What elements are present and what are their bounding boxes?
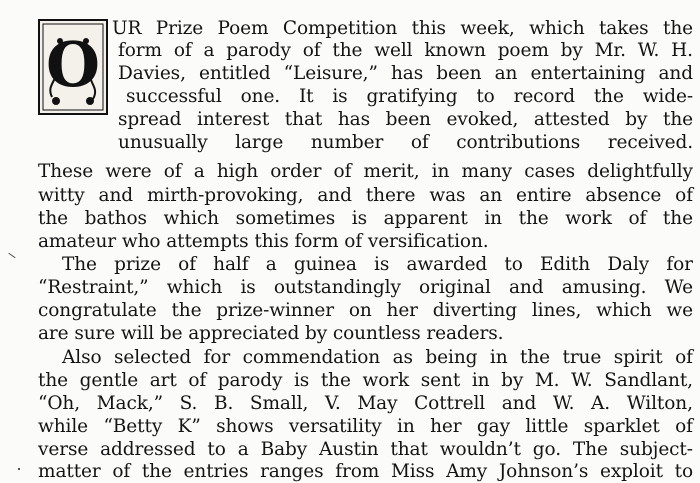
word: countless: [332, 323, 421, 344]
word: gay: [476, 416, 510, 437]
word: Poem: [217, 18, 269, 39]
word: parody: [226, 40, 291, 61]
word: the: [332, 40, 363, 61]
margin-mark: [8, 253, 15, 258]
word: by: [304, 323, 328, 344]
word: attempts: [166, 231, 249, 252]
word: is: [293, 370, 310, 391]
word: ranges: [260, 461, 324, 482]
word: Prize: [155, 18, 204, 39]
word: absence: [585, 185, 662, 206]
word: form: [118, 40, 162, 61]
word: Edith: [539, 254, 591, 275]
word: large: [235, 132, 284, 153]
word: that: [284, 109, 323, 130]
word: A.: [591, 393, 611, 414]
word: little: [525, 416, 569, 437]
word: gratifying: [366, 86, 458, 107]
word: wide-: [642, 86, 693, 107]
word: spread: [118, 109, 182, 130]
word: sparklet: [583, 416, 660, 437]
word: apparent: [383, 208, 468, 229]
word: is: [332, 86, 348, 107]
word: Mack,”: [96, 393, 163, 414]
word: Miss: [390, 461, 435, 482]
text-line: [38, 393, 693, 415]
word: Wilton,: [626, 393, 693, 414]
word: of: [344, 231, 363, 252]
word: Small,: [249, 393, 309, 414]
word: the: [171, 300, 202, 321]
word: of: [188, 370, 207, 391]
word: congratulate: [38, 300, 157, 321]
word: is: [351, 208, 367, 229]
word: as: [392, 347, 413, 368]
word: of: [302, 40, 321, 61]
word: high: [216, 161, 259, 182]
text-line: [126, 86, 693, 108]
word: the: [141, 461, 172, 482]
text-line: [38, 277, 693, 299]
word: unusually: [118, 132, 208, 153]
word: “Restraint,”: [38, 277, 149, 298]
word: exploit: [599, 461, 663, 482]
word: of: [173, 40, 192, 61]
word: we: [666, 300, 693, 321]
word: contributions: [456, 132, 581, 153]
word: Johnson’s: [498, 461, 589, 482]
word: witty: [38, 185, 85, 206]
word: It: [298, 86, 314, 107]
word: the: [38, 208, 68, 229]
word: and: [501, 393, 537, 414]
word: will: [120, 323, 155, 344]
word: entire: [516, 185, 572, 206]
word: was: [429, 185, 466, 206]
text-line: [118, 109, 693, 131]
word: Mr.: [594, 40, 626, 61]
word: Davies,: [118, 63, 186, 84]
word: to: [674, 461, 693, 482]
word: Cottrell: [414, 393, 486, 414]
word: for: [666, 254, 693, 275]
word: is: [240, 277, 256, 298]
word: her: [386, 300, 418, 321]
text-line: [38, 370, 693, 392]
word: spirit: [613, 347, 663, 368]
word: a: [203, 40, 215, 61]
word: one.: [240, 86, 281, 107]
word: has: [390, 63, 424, 84]
word: of: [675, 185, 693, 206]
word: appreciated: [188, 323, 300, 344]
word: of: [163, 161, 182, 182]
word: The: [572, 439, 608, 460]
word: entitled: [198, 63, 271, 84]
word: art: [149, 370, 177, 391]
word: We: [664, 277, 693, 298]
word: her: [430, 416, 462, 437]
text-line: [118, 40, 693, 62]
word: K”: [177, 416, 201, 437]
word: awarded: [406, 254, 488, 275]
word: of: [178, 254, 196, 275]
word: by: [560, 40, 583, 61]
word: be: [159, 323, 183, 344]
word: amusing.: [561, 277, 647, 298]
word: verse: [38, 439, 89, 460]
word: in: [489, 347, 508, 368]
word: guinea: [293, 254, 357, 275]
word: the: [662, 109, 693, 130]
word: in: [471, 370, 490, 391]
word: are: [38, 323, 69, 344]
word: delightfully: [587, 161, 693, 182]
word: record: [513, 86, 575, 107]
word: entries: [183, 461, 249, 482]
word: of: [675, 416, 693, 437]
text-line: [38, 461, 693, 483]
word: and: [317, 185, 352, 206]
word: subject-: [619, 439, 693, 460]
word: is: [374, 254, 390, 275]
text-line: [38, 300, 693, 322]
word: merit,: [363, 161, 420, 182]
word: outstandingly: [273, 277, 401, 298]
word: wouldn’t: [439, 439, 521, 460]
text-line: [38, 185, 693, 207]
word: this: [254, 231, 289, 252]
word: W.: [637, 40, 660, 61]
text-line: [118, 132, 693, 154]
word: takes: [598, 18, 649, 39]
word: an: [479, 185, 503, 206]
word: V.: [324, 393, 341, 414]
word: Sandlant,: [604, 370, 693, 391]
word: in: [484, 208, 502, 229]
word: bathos: [84, 208, 147, 229]
word: addressed: [100, 439, 196, 460]
text-line: [38, 161, 693, 183]
word: a: [193, 161, 205, 182]
word: the: [662, 18, 693, 39]
word: “Leisure,”: [283, 63, 378, 84]
word: sure: [74, 323, 116, 344]
word: this: [411, 18, 446, 39]
word: in: [397, 416, 415, 437]
word: been: [385, 109, 431, 130]
word: poem: [497, 40, 549, 61]
word: versatility: [288, 416, 382, 437]
ornamental-drop-cap: [38, 19, 108, 115]
word: versification.: [367, 231, 489, 252]
word: Daly: [607, 254, 650, 275]
text-line: [38, 323, 503, 345]
text-line: [62, 254, 693, 276]
word: who: [121, 231, 161, 252]
word: well: [374, 40, 413, 61]
text-line: [38, 231, 489, 253]
word: which: [166, 277, 223, 298]
word: work: [565, 208, 612, 229]
word: entertaining: [530, 63, 646, 84]
word: received.: [607, 132, 693, 153]
word: true: [562, 347, 602, 368]
word: order: [270, 161, 322, 182]
word: selected: [114, 347, 192, 368]
text-line: [112, 18, 693, 40]
word: has: [337, 109, 370, 130]
word: Also: [62, 347, 102, 368]
word: successful: [126, 86, 222, 107]
word: Baby: [260, 439, 308, 460]
word: lines,: [531, 300, 582, 321]
word: diverting: [432, 300, 517, 321]
word: These: [38, 161, 94, 182]
word: UR: [112, 18, 142, 39]
word: Austin: [319, 439, 379, 460]
word: the: [520, 347, 550, 368]
word: to: [476, 86, 495, 107]
word: work: [362, 370, 410, 391]
word: prize: [114, 254, 161, 275]
text-line: [38, 208, 693, 230]
word: in: [431, 161, 450, 182]
word: form: [294, 231, 339, 252]
word: the: [38, 370, 68, 391]
word: the: [518, 208, 549, 229]
dropcap-letter: O: [45, 28, 101, 101]
word: a: [237, 439, 249, 460]
word: S.: [179, 393, 198, 414]
margin-mark: [18, 468, 20, 470]
word: there: [365, 185, 416, 206]
word: and: [508, 277, 544, 298]
word: evoked,: [446, 109, 519, 130]
word: and: [658, 63, 693, 84]
text-line: [38, 416, 693, 438]
word: week,: [460, 18, 515, 39]
word: that: [390, 439, 428, 460]
text-line: [38, 439, 693, 461]
word: sent: [420, 370, 461, 391]
word: prize-winner: [216, 300, 334, 321]
word: mirth-provoking,: [146, 185, 304, 206]
word: the: [593, 86, 624, 107]
word: W.: [552, 393, 575, 414]
word: M.: [534, 370, 560, 391]
word: matter: [38, 461, 101, 482]
word: gentle: [79, 370, 139, 391]
word: to: [504, 254, 523, 275]
word: readers.: [426, 323, 504, 344]
word: “Betty: [103, 416, 163, 437]
word: by: [501, 370, 524, 391]
word: May: [357, 393, 398, 414]
word: of: [410, 132, 429, 153]
word: interest: [197, 109, 270, 130]
word: to: [207, 439, 226, 460]
word: B.: [213, 393, 234, 414]
word: the: [320, 370, 351, 391]
word: go.: [532, 439, 561, 460]
word: parody: [217, 370, 283, 391]
word: attested: [533, 109, 610, 130]
word: been: [436, 63, 482, 84]
word: which: [163, 208, 219, 229]
word: known: [424, 40, 486, 61]
text-line: [118, 63, 693, 85]
word: while: [38, 416, 89, 437]
word: being: [425, 347, 478, 368]
text-line: [62, 347, 693, 369]
word: were: [105, 161, 152, 182]
word: by: [625, 109, 648, 130]
word: W.: [571, 370, 593, 391]
word: on: [348, 300, 372, 321]
word: commendation: [242, 347, 381, 368]
word: of: [333, 161, 352, 182]
word: for: [203, 347, 231, 368]
word: many: [461, 161, 513, 182]
word: cases: [524, 161, 576, 182]
word: number: [310, 132, 384, 153]
word: of: [628, 208, 647, 229]
word: sometimes: [235, 208, 336, 229]
word: a: [265, 254, 277, 275]
word: shows: [216, 416, 274, 437]
word: and: [98, 185, 134, 206]
word: The: [62, 254, 97, 275]
word: from: [335, 461, 380, 482]
word: original: [419, 277, 491, 298]
word: which: [529, 18, 585, 39]
word: Competition: [282, 18, 398, 39]
word: half: [213, 254, 249, 275]
word: which: [596, 300, 652, 321]
word: the: [662, 208, 693, 229]
word: amateur: [38, 231, 117, 252]
word: Amy: [446, 461, 488, 482]
word: an: [494, 63, 518, 84]
word: of: [112, 461, 131, 482]
word: H.: [671, 40, 693, 61]
word: of: [675, 347, 693, 368]
word: “Oh,: [38, 393, 81, 414]
